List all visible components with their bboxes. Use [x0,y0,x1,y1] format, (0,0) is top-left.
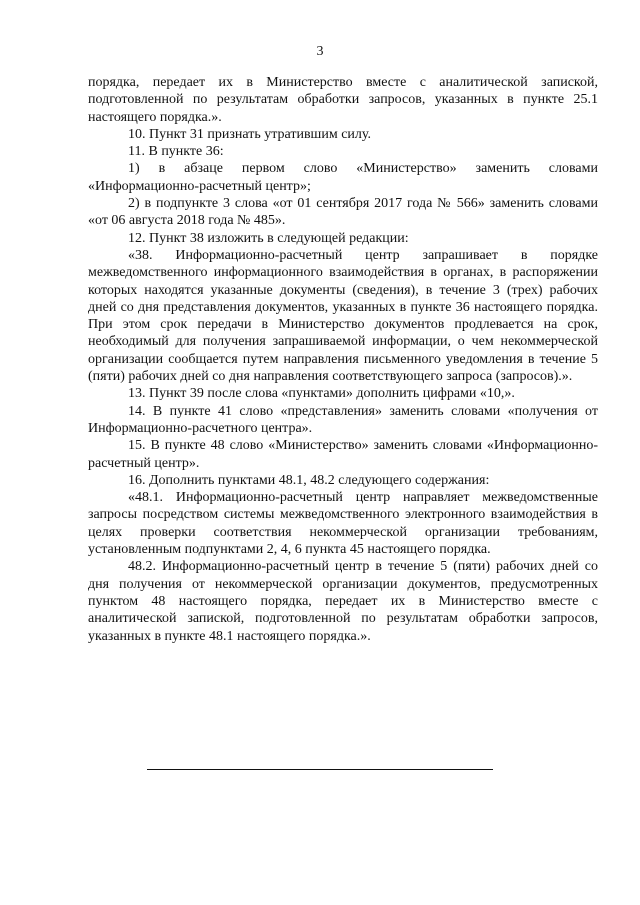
paragraph-item-10: 10. Пункт 31 признать утратившим силу. [128,126,371,142]
paragraph-quote-48-2: 48.2. Информационно-расчетный центр в течение 5 (пяти) рабочих дней со дня получения от некоммерческой организации документов, предусмотренных пунктом 48 настоящего порядка, передает их в Министерство вместе с аналитической запиской, подготовленной по результатам обработки запросов, указанных в пункте 48.1 настоящего порядка.». [88,559,598,644]
paragraph-item-11: 11. В пункте 36: [128,144,224,160]
paragraph-item-12: 12. Пункт 38 изложить в следующей редакции: [128,230,409,246]
end-divider-line [147,769,493,770]
paragraph-quote-38: «38. Информационно-расчетный центр запрашивает в порядке межведомственного информационного взаимодействия в органах, в распоряжении которых находятся указанные документы (сведения), в течение 3 (трех) рабочих дней со дня представления документов, указанных в пункте 36 настоящего порядка. При этом срок передачи в Министерство документов продлевается на срок, необходимый для получения запрашиваемой информации, о чем некоммерческой организации сообщается путем направления письменного уведомления в течение 5 (пяти) рабочих дней со дня направления соответствующего запроса (запросов).». [88,247,598,385]
page-number: 3 [316,44,324,59]
paragraph-item-15: 15. В пункте 48 слово «Министерство» заменить словами «Информационно-расчетный центр». [88,438,598,471]
paragraph-quote-48-1: «48.1. Информационно-расчетный центр направляет межведомственные запросы посредством системы межведомственного электронного взаимодействия в целях проверки соответствия некоммерческой организации требованиям, установленным подпунктами 2, 4, 6 пункта 45 настоящего порядка. [88,490,598,558]
paragraph-subitem-2: 2) в подпункте 3 слова «от 01 сентября 2017 года № 566» заменить словами «от 06 августа 2018 года № 485». [88,196,598,229]
paragraph-subitem-1: 1) в абзаце первом слово «Министерство» заменить словами «Информационно-расчетный центр»; [88,161,598,194]
paragraph-item-13: 13. Пункт 39 после слова «пунктами» дополнить цифрами «10,». [128,386,515,402]
document-body [88,74,598,645]
paragraph-item-14: 14. В пункте 41 слово «представления» заменить словами «получения от Информационно-расчетного центра». [88,403,598,436]
paragraph-continuation: порядка, передает их в Министерство вместе с аналитической запиской, подготовленной по результатам обработки запросов, указанных в пункте 25.1 настоящего порядка.». [88,75,598,125]
paragraph-item-16: 16. Дополнить пунктами 48.1, 48.2 следующего содержания: [128,472,490,488]
